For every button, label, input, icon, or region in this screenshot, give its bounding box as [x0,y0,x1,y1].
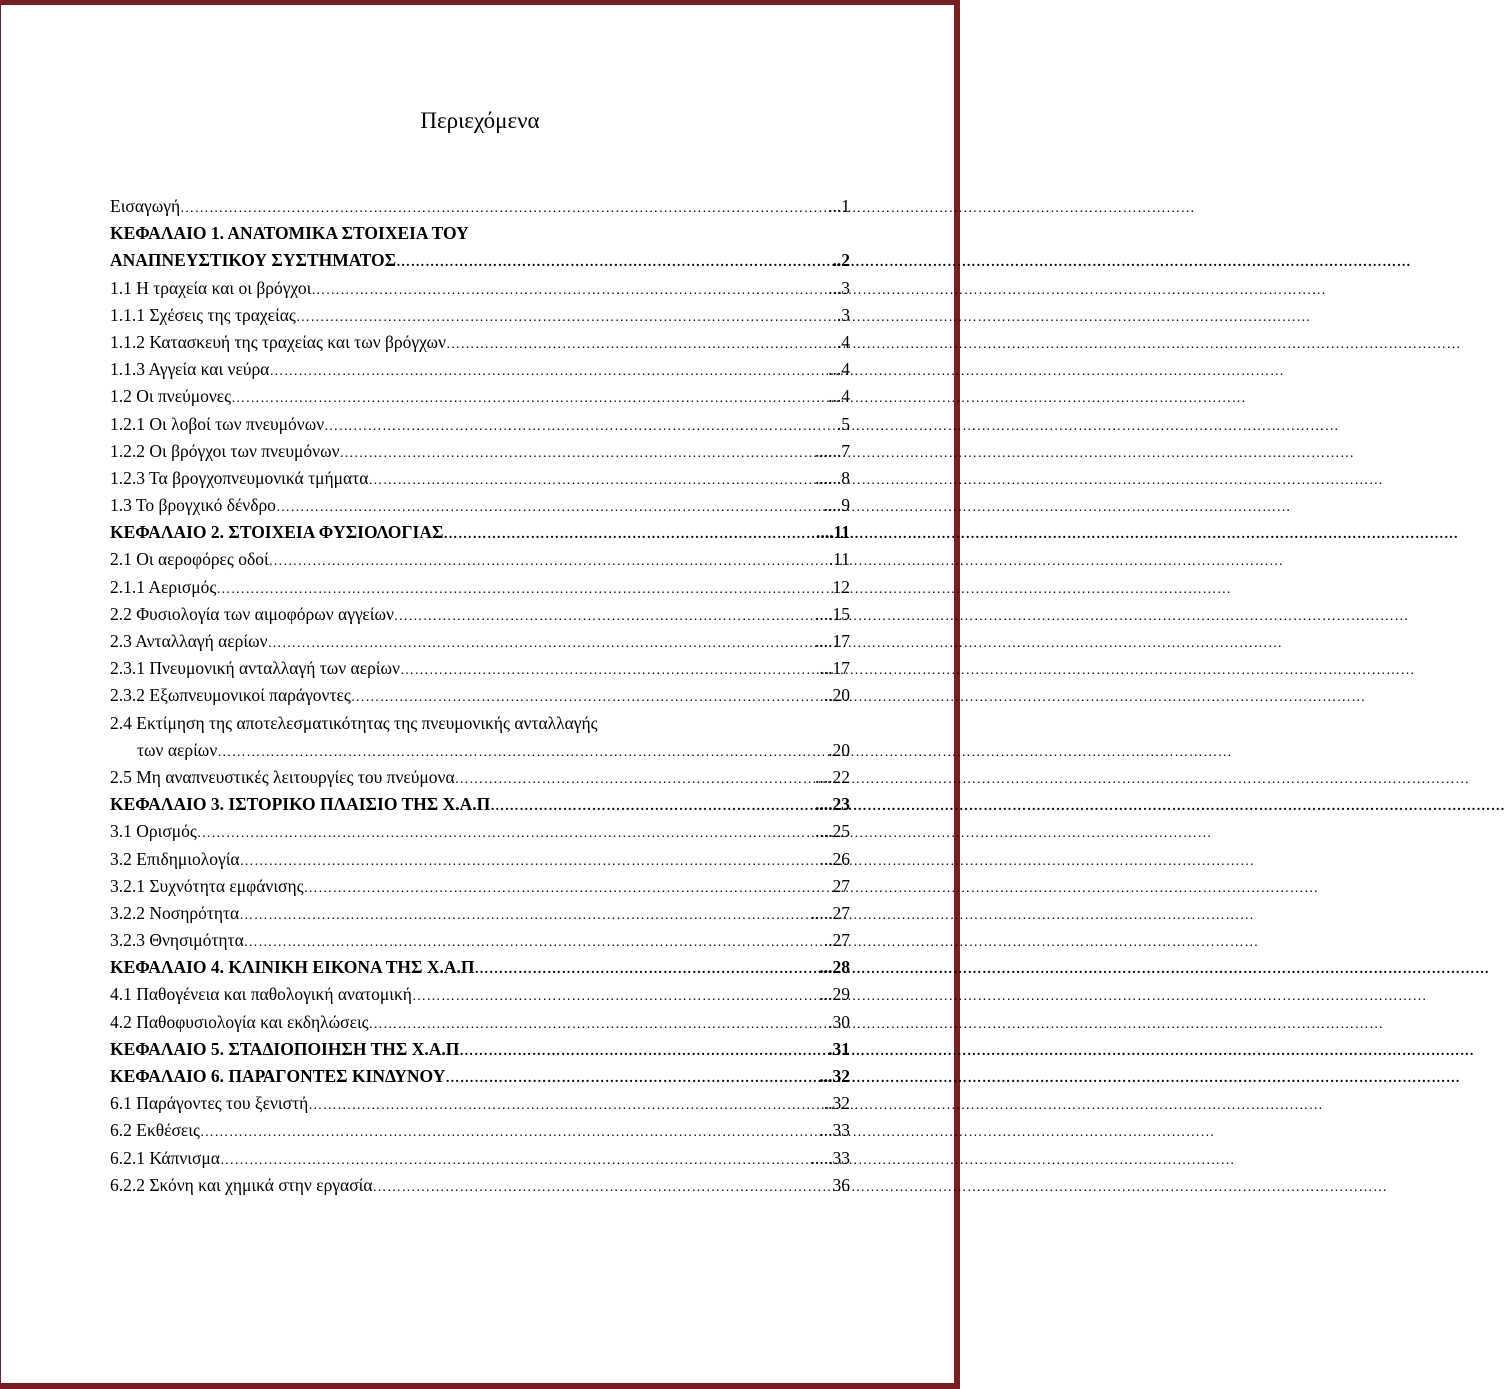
toc-entry-label: 1.1.1 Σχέσεις της τραχείας [110,304,296,325]
toc-entry-page: ...1 [828,196,850,216]
toc-entry-label: 3.2 Επιδημιολογία [110,848,240,869]
toc-entry-label: 1.3 Το βρογχικό δένδρο [110,495,276,516]
toc-entry-label: 2.4 Εκτίμηση της αποτελεσματικότητας της πνευμονικής ανταλλαγής [110,712,598,733]
toc-leader-dots [445,1065,819,1092]
toc-entry-page: ......8 [815,467,850,488]
toc-entry-label: ΚΕΦΑΛΑΙΟ 2. ΣΤΟΙΧΕΙΑ ΦΥΣΙΟΛΟΓΙΑΣ [110,522,444,543]
page-title: Περιεχόμενα [420,108,540,133]
toc-entry-label: 1.2.1 Οι λοβοί των πνευμόνων [110,413,325,434]
toc-entry-page: 36 [832,1174,850,1195]
toc-entry-label: ΚΕΦΑΛΑΙΟ 4. ΚΛΙΝΙΚΗ ΕΙΚΟΝΑ ΤΗΣ Χ.Α.Π [110,957,475,978]
toc-leader-dots [369,1011,829,1038]
toc-leader-dots [180,195,828,222]
toc-entry-label: 2.1 Οι αεροφόρες οδοί [110,549,269,570]
toc-leader-dots [400,657,819,684]
toc-entry-page: ...3 [828,277,850,298]
toc-entry-label: 2.5 Μη αναπνευστικές λειτουργίες του πνεύμονα [110,766,455,787]
toc-entry-label: 6.1 Παράγοντες του ξενιστή [110,1093,309,1114]
toc-entry [110,628,850,655]
toc-leader-dots [269,548,829,575]
toc-entry [110,1009,850,1036]
toc-entry-page: ...4 [828,359,850,380]
toc-entry [110,791,850,818]
toc-entry-page: ...4 [828,386,850,407]
toc-entry [110,873,850,900]
toc-entry [110,927,850,954]
toc-entry [110,764,850,791]
toc-entry-label: ΚΕΦΑΛΑΙΟ 1. ΑΝΑΤΟΜΙΚΑ ΣΤΟΙΧΕΙΑ ΤΟΥ [110,223,469,244]
toc-entry-label: 1.1 Η τραχεία και οι βρόγχοι [110,277,312,298]
toc-entry [110,574,850,601]
toc-entry [110,1145,850,1172]
toc-entry-label: 4.2 Παθοφυσιολογία και εκδηλώσεις [110,1011,369,1032]
toc-entry-page: ....22 [815,766,850,787]
toc-leader-dots [268,630,815,657]
toc-leader-dots [239,902,810,929]
toc-entry-page: ..32 [823,1093,850,1114]
toc-entry-label: 2.2 Φυσιολογία των αιμοφόρων αγγείων [110,603,394,624]
toc-entry [110,900,850,927]
toc-leader-dots [311,277,828,304]
toc-entry [110,247,850,274]
toc-leader-dots [220,1147,811,1174]
toc-entry [110,954,850,981]
toc-leader-dots [459,1038,828,1065]
toc-leader-dots [296,304,837,331]
toc-entry-page: ..20 [823,685,850,706]
toc-entry-page: 27 [832,875,850,896]
toc-entry [110,546,850,573]
toc-entry [110,981,850,1008]
toc-entry-page: .31 [828,1038,850,1059]
toc-entry [110,737,850,764]
toc-entry-page: ....11 [815,522,850,543]
toc-entry-label: 6.2.2 Σκόνη και χημικά στην εργασία [110,1174,373,1195]
toc-entry-label: 2.1.1 Αερισμός [110,576,217,597]
toc-entry-page: ....15 [815,603,850,624]
toc-entry-page: ....17 [815,631,850,651]
toc-entry [110,193,850,220]
toc-entry [110,1063,850,1090]
toc-entry [110,682,850,709]
toc-leader-dots [308,1092,823,1119]
toc-leader-dots [340,440,815,467]
toc-entry [110,1172,850,1199]
toc-entry-page: .3 [836,304,850,325]
toc-entry-page: .20 [828,739,850,760]
toc-entry [110,492,850,519]
toc-leader-dots [197,820,815,847]
toc-entry [110,818,850,845]
toc-leader-dots [217,739,828,766]
toc-entry-page: .....33 [810,1147,850,1168]
toc-entry-label: 3.1 Ορισμός [110,821,197,842]
toc-entry [110,383,850,410]
toc-entry-label: 1.2 Οι πνεύμονες [110,386,232,407]
toc-entry-page: 12 [832,576,850,597]
toc-entry-page: ...17 [819,658,850,679]
toc-entry-page: .30 [828,1011,850,1032]
toc-entry-label: 2.3 Ανταλλαγή αερίων [110,631,268,651]
toc-entry-label: Εισαγωγή [110,196,181,216]
toc-leader-dots [446,331,837,358]
toc-leader-dots [373,1174,833,1201]
toc-entry [110,329,850,356]
toc-entry-label: 1.1.2 Κατασκευή της τραχείας και των βρόγχων [110,331,446,352]
toc-leader-dots [269,358,828,385]
toc-leader-dots [490,793,815,820]
toc-entry-label: των αερίων [137,739,218,760]
toc-entry [110,438,850,465]
toc-leader-dots [443,521,816,548]
toc-leader-dots [412,983,819,1010]
toc-entry [110,465,850,492]
toc-leader-dots [474,956,819,983]
toc-entry-label: 6.2.1 Κάπνισμα [110,1147,220,1168]
toc-entry [110,601,850,628]
toc-entry [110,710,850,737]
toc-leader-dots [324,413,837,440]
toc-entry [110,519,850,546]
toc-entry-label: 1.2.2 Οι βρόγχοι των πνευμόνων [110,440,340,461]
toc-entry-page: ...28 [819,957,850,978]
toc-entry [110,655,850,682]
toc-entry [110,1036,850,1063]
toc-entry-page: .4 [836,331,850,352]
toc-leader-dots [240,848,820,875]
toc-leader-dots [200,1119,819,1146]
toc-entry-label: ΚΕΦΑΛΑΙΟ 5. ΣΤΑΔΙΟΠΟΙΗΣΗ ΤΗΣ Χ.Α.Π [110,1038,460,1059]
toc-leader-dots [231,385,828,412]
toc-entry [110,1090,850,1117]
toc-leader-dots [455,766,815,793]
toc-leader-dots [304,875,833,902]
toc-entry [110,356,850,383]
toc-entry-label: ΚΕΦΑΛΑΙΟ 6. ΠΑΡΑΓΟΝΤΕΣ ΚΙΝΔΥΝΟΥ [110,1066,446,1086]
toc-entry-label: 3.2.1 Συχνότητα εμφάνισης [110,875,304,896]
toc-entry-page: .....27 [810,902,850,923]
toc-leader-dots [396,249,832,276]
toc-leader-dots [216,576,832,603]
toc-entry-label: 3.2.3 Θνησιμότητα [110,930,244,951]
toc-entry-label: 3.2.2 Νοσηρότητα [110,902,240,923]
toc-entry [110,220,850,247]
toc-entry [110,275,850,302]
toc-leader-dots [244,929,824,956]
toc-leader-dots [394,603,815,630]
toc-entry-label: ΚΕΦΑΛΑΙΟ 3. ΙΣΤΟΡΙΚΟ ΠΛΑΙΣΙΟ ΤΗΣ Χ.Α.Π [110,794,491,815]
toc-entry [110,302,850,329]
toc-entry-page: ...32 [819,1066,850,1086]
toc-entry-label: 4.1 Παθογένεια και παθολογική ανατομική [110,984,412,1005]
toc-entry-label: 1.1.3 Αγγεία και νεύρα [110,359,270,380]
toc-entry-page: .11 [828,549,850,570]
toc-entry-label: ΑΝΑΠΝΕΥΣΤΙΚΟΥ ΣΥΣΤΗΜΑΤΟΣ [110,250,397,271]
toc-entry-label: 2.3.1 Πνευμονική ανταλλαγή των αερίων [110,658,400,679]
table-of-contents [110,193,850,1199]
toc-entry-page: .5 [836,413,850,434]
toc-entry-page: ...33 [819,1120,850,1141]
toc-entry-label: 6.2 Εκθέσεις [110,1120,200,1141]
toc-leader-dots [351,684,824,711]
toc-entry-page: ..27 [823,930,850,951]
toc-leader-dots [368,467,815,494]
toc-entry-page: ....25 [815,821,850,842]
toc-entry-label: 1.2.3 Τα βρογχοπνευμονικά τμήματα [110,467,369,488]
toc-entry [110,1117,850,1144]
toc-entry-label: 2.3.2 Εξωπνευμονικοί παράγοντες [110,685,351,706]
toc-entry [110,846,850,873]
toc-entry-page: ....9 [823,495,850,516]
toc-entry-page: ......7 [815,440,850,461]
toc-entry [110,411,850,438]
toc-leader-dots [276,494,824,521]
toc-entry-page: ...29 [819,984,850,1005]
toc-entry-page: ...26 [819,848,850,869]
toc-entry-page: ..2 [832,250,850,271]
toc-entry-page: ....23 [815,794,850,815]
